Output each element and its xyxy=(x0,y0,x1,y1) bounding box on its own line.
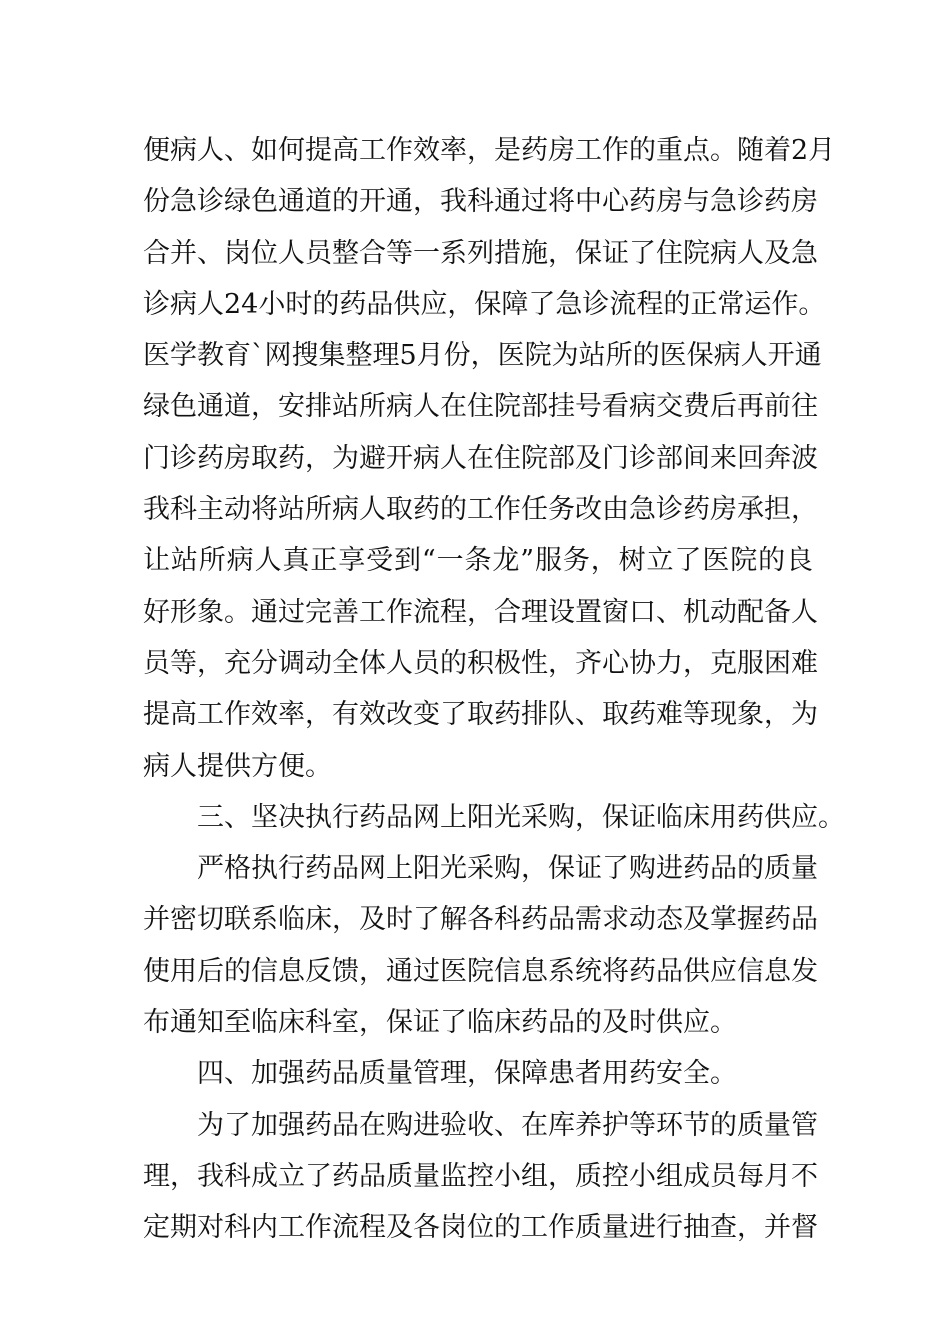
text-line: 病人提供方便。 xyxy=(143,750,332,782)
text-line: 绿色通道，安排站所病人在住院部挂号看病交费后再前往 xyxy=(143,391,818,423)
document-body xyxy=(143,125,845,1254)
text-line: 使用后的信息反馈，通过医院信息系统将药品供应信息发 xyxy=(143,955,818,987)
text-line: 份急诊绿色通道的开通，我科通过将中心药房与急诊药房 xyxy=(143,186,818,218)
text-line: 员等，充分调动全体人员的积极性，齐心协力，克服困难 xyxy=(143,647,818,679)
text-line: 理，我科成立了药品质量监控小组，质控小组成员每月不 xyxy=(143,1160,818,1192)
text-line: 便病人、如何提高工作效率，是药房工作的重点。随着2月 xyxy=(143,135,836,166)
text-line: 医学教育`网搜集整理5月份，医院为站所的医保病人开通 xyxy=(143,340,822,372)
text-line: 严格执行药品网上阳光采购，保证了购进药品的质量 xyxy=(197,853,818,885)
text-line: 布通知至临床科室，保证了临床药品的及时供应。 xyxy=(143,1007,737,1039)
text-line: 定期对科内工作流程及各岗位的工作质量进行抽查，并督 xyxy=(143,1212,818,1244)
text-line: 我科主动将站所病人取药的工作任务改由急诊药房承担， xyxy=(143,494,818,526)
section-heading: 三、坚决执行药品网上阳光采购，保证临床用药供应。 xyxy=(197,801,845,833)
text-line: 提高工作效率，有效改变了取药排队、取药难等现象，为 xyxy=(143,699,818,731)
text-line: 并密切联系临床，及时了解各科药品需求动态及掌握药品 xyxy=(143,904,818,936)
text-line: 门诊药房取药，为避开病人在住院部及门诊部间来回奔波 xyxy=(143,442,818,474)
text-line: 为了加强药品在购进验收、在库养护等环节的质量管 xyxy=(197,1109,818,1141)
text-line: 让站所病人真正享受到“一条龙”服务，树立了医院的良 xyxy=(143,545,813,577)
text-line: 诊病人24小时的药品供应，保障了急诊流程的正常运作。 xyxy=(143,288,826,320)
text-line: 好形象。通过完善工作流程，合理设置窗口、机动配备人 xyxy=(143,596,818,628)
text-line: 合并、岗位人员整合等一系列措施，保证了住院病人及急 xyxy=(143,237,818,269)
section-heading: 四、加强药品质量管理，保障患者用药安全。 xyxy=(197,1058,737,1090)
